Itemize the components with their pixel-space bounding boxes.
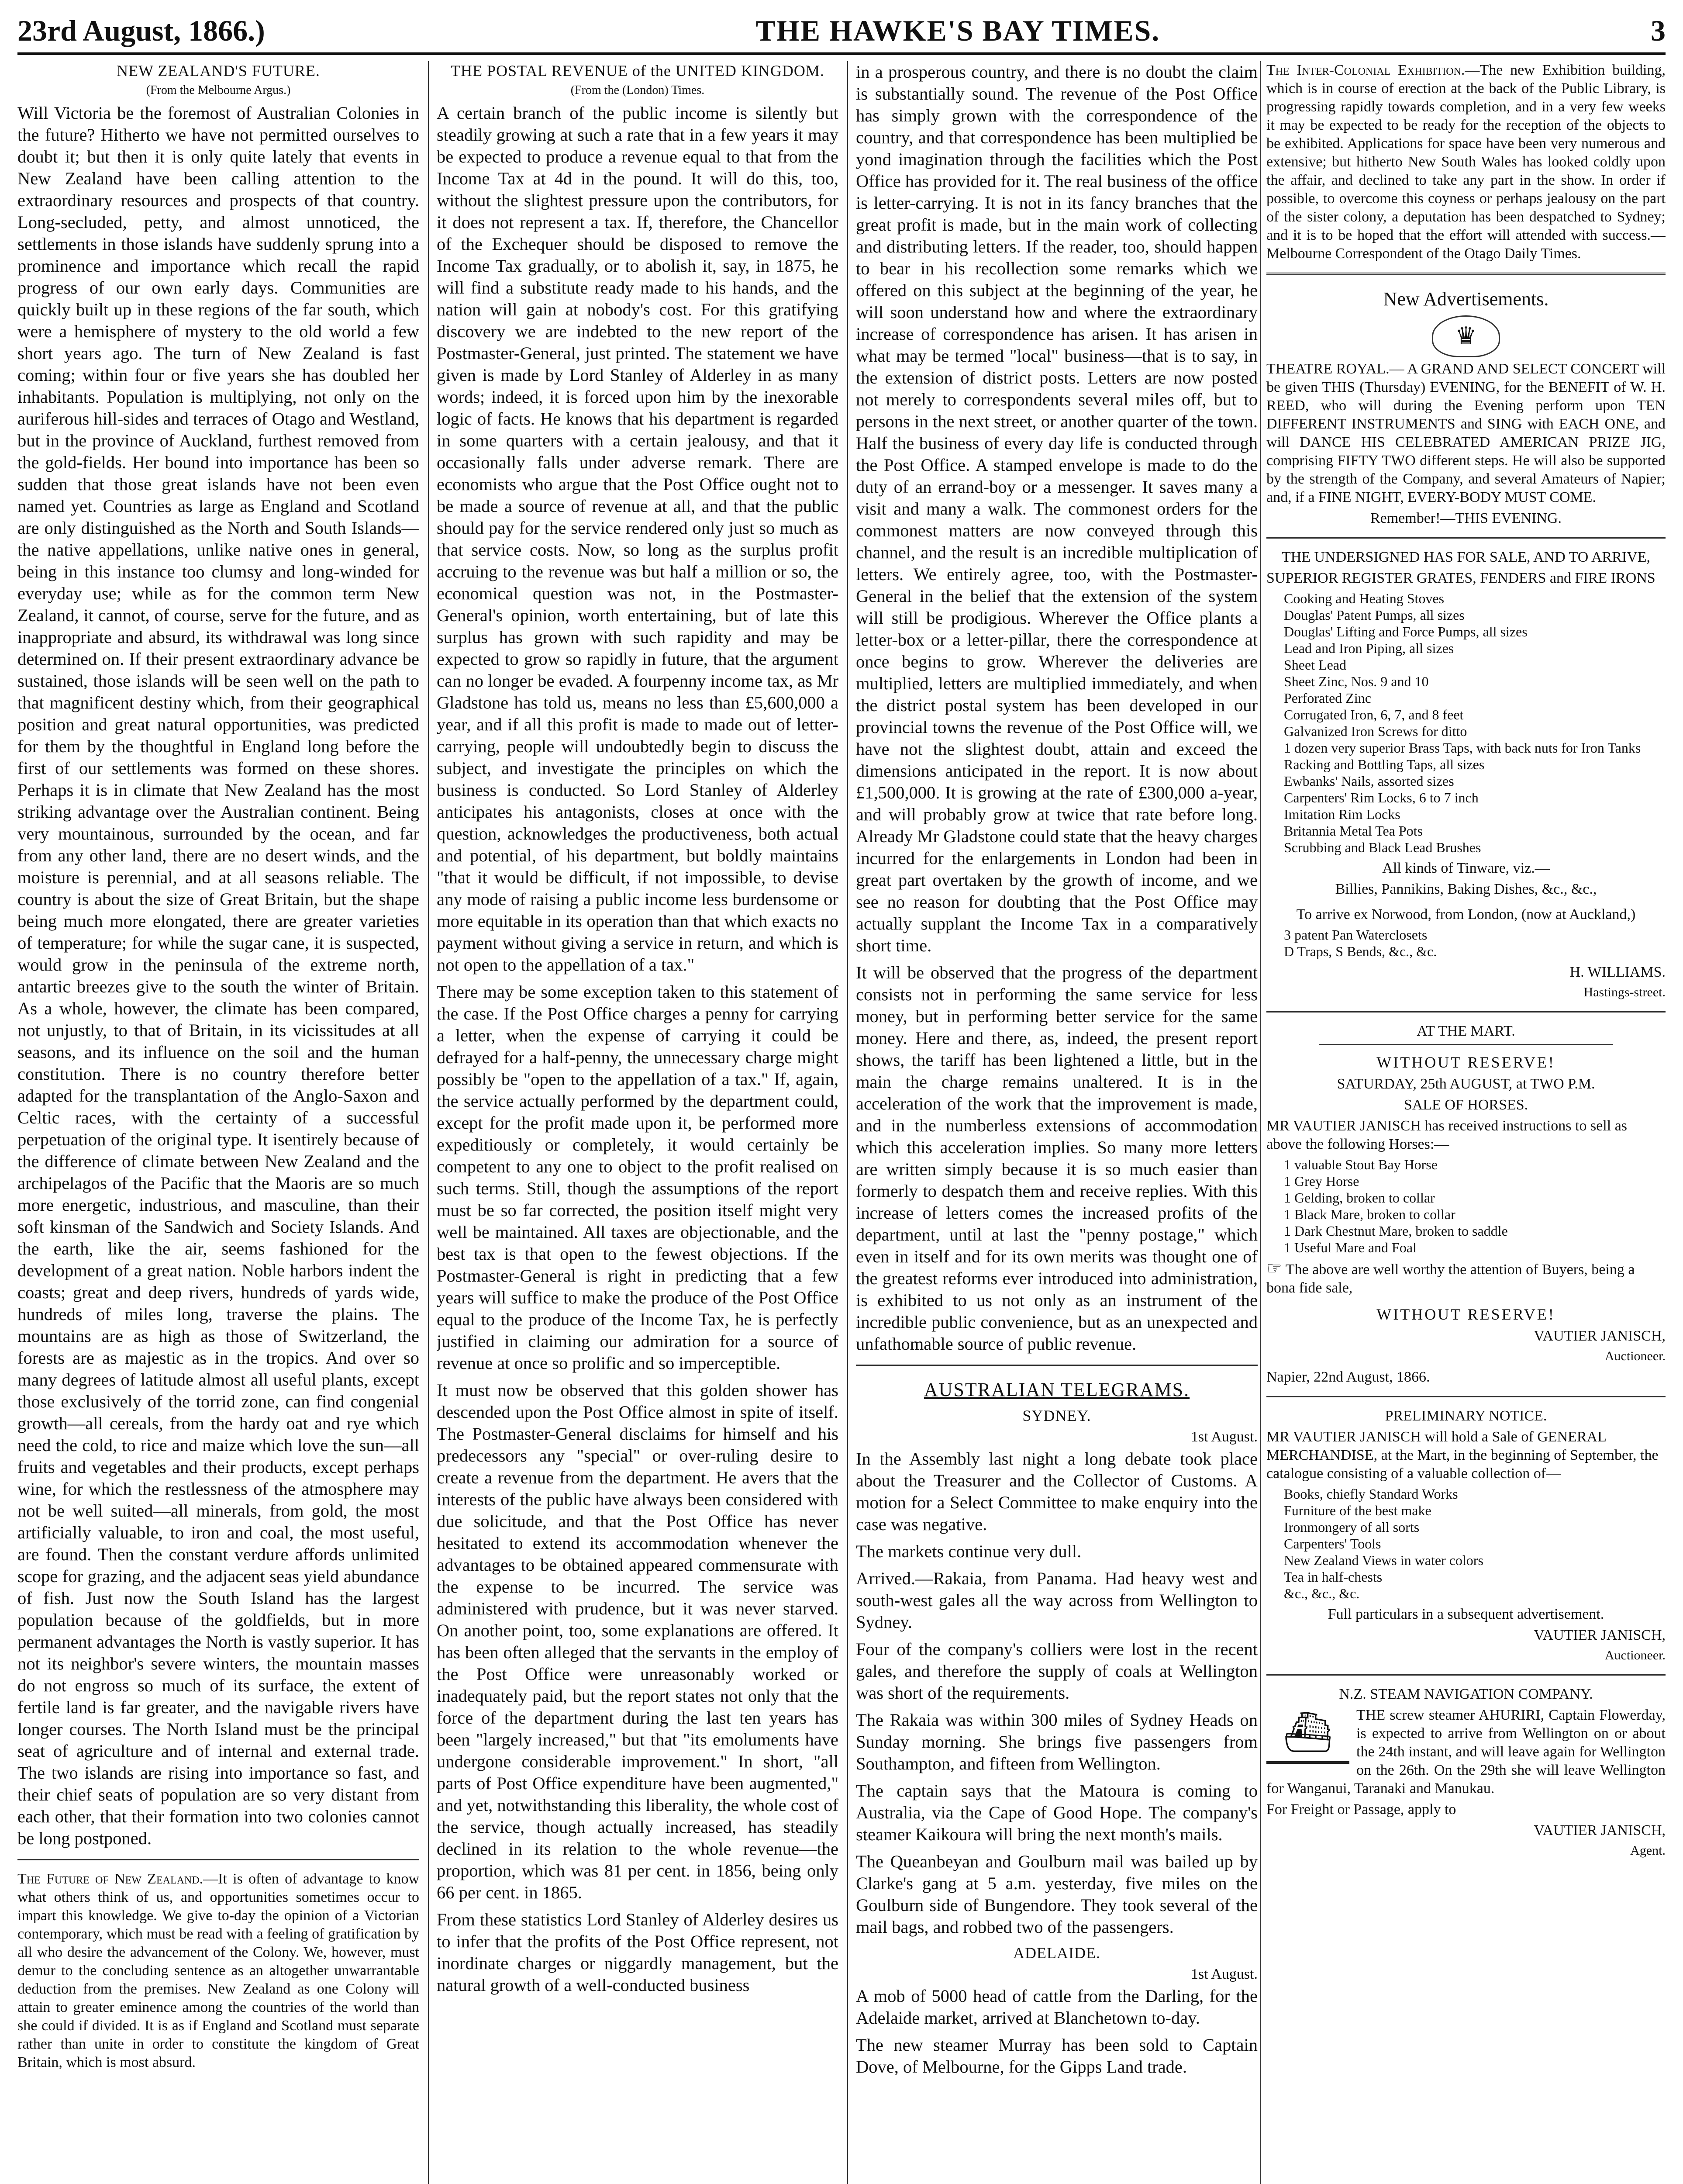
list-item: Tea in half-chests xyxy=(1284,1569,1383,1585)
article-headline: NEW ZEALAND'S FUTURE. xyxy=(117,62,320,79)
telegram-paragraph: A mob of 5000 head of cattle from the Darling, for the Adelaide market, arrived at Blanchetown to-day. xyxy=(856,1986,1258,2028)
sale-arrive-items xyxy=(1284,926,1666,960)
telegram-paragraph: The captain says that the Matoura is coming to Australia, via the Cape of Good Hope. The company's steamer Kaikoura will bring the next month's mails. xyxy=(856,1781,1258,1844)
columns xyxy=(17,61,1666,2184)
article-source: (From the (London) Times. xyxy=(570,83,705,97)
steamship-icon: ⛴ xyxy=(1266,1709,1349,1764)
article-paragraph: It will be observed that the progress of the department consists not in performing the same service for less money, but in performing better service for the same money. Here and there, as, indeed, the present report shows, the tariff has been lightened a little, but in the main the charge remains unaltered. It is in the acceleration of the work that the improvement is made, and in the numberless extensions of accommodation which this acceleration implies. So many more letters are written simply because it is so much easier than formerly to despatch them and receive replies. With this increase of letters comes the increased profits of the department, until at last the "penny postage," which even in itself and for its own merits was thought one of the greatest reforms ever introduced into administration, is exhibited to us not only as an instrument of the incredible public convenience, but as an unexpected and unfathomable source of public revenue. xyxy=(856,963,1258,1354)
theatre-ad: THEATRE ROYAL.— A GRAND AND SELECT CONCERT will be given THIS (Thursday) EVENING, for the BENEFIT of W. H. REED, who will during the Evening perform upon TEN DIFFERENT INSTRUMENTS and SING with EACH ONE, and will DANCE HIS CELEBRATED AMERICAN PRIZE JIG, comprising FIFTY TWO different steps. He will also be supported by the strength of the Company, and several Amateurs of Napier; and, if a FINE NIGHT, EVERY-BODY MUST COME. xyxy=(1266,361,1666,505)
mart-intro: MR VAUTIER JANISCH has received instructions to sell as above the following Horses:— xyxy=(1266,1118,1628,1152)
prelim-intro: MR VAUTIER JANISCH will hold a Sale of GENERAL MERCHANDISE, at the Mart, in the beginning of September, the catalogue consisting of a valuable collection of— xyxy=(1266,1429,1659,1482)
divider xyxy=(1266,537,1666,539)
divider xyxy=(1266,273,1666,275)
list-item: 1 Gelding, broken to collar xyxy=(1284,1190,1435,1206)
divider xyxy=(1266,1011,1666,1013)
telegram-paragraph: Four of the company's colliers were lost in the recent gales, and therefore the supply of coals at Wellington was short of the requirements. xyxy=(856,1639,1258,1703)
article-paragraph: It must now be observed that this golden shower has descended upon the Post Office almost in spite of itself. The Postmaster-General disclaims for himself and his predecessors any "special" or over-ruling desire to create a revenue from the department. He avers that the interests of the public have always been considered with due solicitude, and that the Post Office has never hesitated to extend its accommodation whenever the advantages to be obtained appeared commensurate with the expense to be incurred. The service was administered with prudence, but it was never starved. On another point, too, some explanations are offered. It has been often alleged that the servants in the employ of the Post Office were unreasonably worked or inadequately paid, but the report states not only that the force of the department during the last ten years has been "largely increased," but that "its emoluments have undergone considerable improvement." In short, "all parts of Post Office expenditure have been augmented," and yet, notwithstanding this liberality, the whole cost of the service, though actually increased, has steadily declined in its relation to the whole revenue—the proportion, which was 81 per cent. in 1856, being only 66 per cent. in 1865. xyxy=(437,1380,838,1902)
list-item: Lead and Iron Piping, all sizes xyxy=(1284,640,1454,656)
mart-items xyxy=(1284,1156,1666,1256)
prelim-role: Auctioneer. xyxy=(1604,1648,1666,1662)
sale-arrive: To arrive ex Norwood, from London, (now at Auckland,) xyxy=(1296,906,1636,923)
article-paragraph: in a prosperous country, and there is no doubt the claim is substantially sound. The revenue of the Post Office has simply grown with the correspondence of the country, and that correspondence has been multiplied be yond imagination through the facilities which the Post Office has provided for it. The real business of the office is letter-carrying. It is not in its fancy branches that the great profit is made, but in the main work of collecting and distributing letters. If the reader, too, should happen to bear in his recollection some remarks which we offered on this subject at the beginning of the year, he will soon understand how and where the extraordinary increase of correspondence has arisen. It has arisen in what may be termed "local" business—that is to say, in the extension of district posts. Letters are now posted not merely to correspondents several miles off, but to persons in the next street, or another quarter of the town. Half the business of every day life is conducted through the Post Office. A stamped envelope is made to do the duty of an errand-boy or a messenger. It saves many a visit and many a walk. The commonest orders for the commonest matters are now conveyed through this channel, and the result is an incredible multiplication of letters. We entirely agree, too, with the Postmaster-General in the belief that the extension of the system will still be prodigious. Wherever the Office plants a letter-box or a letter-pillar, there the correspondence at once begins to grow. Wherever the deliveries are multiplied, letters are multiplied immediately, and when the district postal system has been developed in our provincial towns the revenue of the Post Office will, we have not the slightest doubt, attain and exceed the dimensions anticipated in the report. It is now about £1,500,000. It is growing at the rate of £300,000 a-year, and will probably grow at twice that rate before long. Already Mr Gladstone could state that the heavy charges incurred for the enlargements in London had been in great part overtaken by the growth of income, and we see no reason for doubting that the Post Office may actually supplant the Income Tax in a comparatively short time. xyxy=(856,62,1258,955)
mart-note xyxy=(1266,1259,1666,1297)
telegram-paragraph: Arrived.—Rakaia, from Panama. Had heavy west and south-west gales all the way across from Wellington to Sydney. xyxy=(856,1569,1258,1632)
list-item: 1 dozen very superior Brass Taps, with back nuts for Iron Tanks xyxy=(1284,740,1641,756)
sale-signature: H. WILLIAMS. xyxy=(1569,964,1666,980)
column-rule xyxy=(1260,61,1261,2184)
list-item: Furniture of the best make xyxy=(1284,1503,1431,1518)
adelaide-date: 1st August. xyxy=(1190,1966,1258,1982)
list-item: D Traps, S Bends, &c., &c. xyxy=(1284,943,1437,959)
exhibition-text: —The new Exhibition building, which is in course of erection at the back of the Public Library, is progressing rapidly towards completion, and in a very few weeks it may be expected to be ready for the reception of the objects to be exhibited. Applications for space have been very numerous and extensive; but hitherto New South Wales has looked coldly upon the affair, and declined to take any part in the show. In order if possible, to overcome this coyness or perhaps jealousy on the part of the sister colony, a deputation has been despatched to Sydney; and it is to be hoped that the effort will attended with success.—Melbourne Correspondent of the Otago Daily Times. xyxy=(1266,62,1666,262)
masthead xyxy=(17,9,1666,55)
mart-signature: VAUTIER JANISCH, xyxy=(1534,1328,1666,1344)
mart-role: Auctioneer. xyxy=(1604,1349,1666,1363)
list-item: 1 valuable Stout Bay Horse xyxy=(1284,1157,1438,1172)
article-source: (From the Melbourne Argus.) xyxy=(146,83,291,97)
sydney-date: 1st August. xyxy=(1190,1429,1258,1445)
list-item: Carpenters' Tools xyxy=(1284,1536,1381,1552)
list-item: Sheet Zinc, Nos. 9 and 10 xyxy=(1284,674,1429,689)
sale-items xyxy=(1284,590,1666,856)
newspaper-title: THE HAWKE'S BAY TIMES. xyxy=(755,14,1160,47)
list-item: Books, chiefly Standard Works xyxy=(1284,1486,1458,1502)
mart-date: SATURDAY, 25th AUGUST, at TWO P.M. xyxy=(1337,1076,1595,1092)
list-item: Sheet Lead xyxy=(1284,657,1347,673)
telegram-paragraph: The Queanbeyan and Goulburn mail was bailed up by Clarke's gang at 5 a.m. yesterday, five miles on the Goulburn side of Bungendore. They took several of the mail bags, and robbed two of the passengers. xyxy=(856,1852,1258,1937)
list-item: &c., &c., &c. xyxy=(1284,1586,1360,1601)
list-item: Perforated Zinc xyxy=(1284,690,1371,706)
list-item: Douglas' Lifting and Force Pumps, all sizes xyxy=(1284,624,1528,639)
exhibition-heading: The Inter-Colonial Exhibition. xyxy=(1266,62,1465,78)
steam-heading: N.Z. STEAM NAVIGATION COMPANY. xyxy=(1339,1686,1593,1702)
telegram-paragraph: The markets continue very dull. xyxy=(856,1541,1082,1561)
new-advertisements-heading: New Advertisements. xyxy=(1383,288,1549,310)
steam-signature: VAUTIER JANISCH, xyxy=(1534,1822,1666,1838)
list-item: Ewbanks' Nails, assorted sizes xyxy=(1284,773,1454,789)
sale-intro: SUPERIOR REGISTER GRATES, FENDERS and FIRE IRONS xyxy=(1266,570,1655,586)
list-item: 1 Useful Mare and Foal xyxy=(1284,1240,1417,1255)
pointing-hand-icon: ☞ xyxy=(1266,1258,1282,1278)
list-item: Carpenters' Rim Locks, 6 to 7 inch xyxy=(1284,790,1479,805)
column-1 xyxy=(17,61,419,2184)
column-4 xyxy=(1266,61,1666,2184)
steam-role: Agent. xyxy=(1630,1843,1666,1858)
list-item: Britannia Metal Tea Pots xyxy=(1284,823,1423,839)
list-item: 3 patent Pan Waterclosets xyxy=(1284,927,1428,943)
sale-heading: THE UNDERSIGNED HAS FOR SALE, AND TO ARRIVE, xyxy=(1281,549,1651,565)
mart-note-text: The above are well worthy the attention of Buyers, being a bona fide sale, xyxy=(1266,1261,1635,1296)
note-heading: The Future of New Zealand. xyxy=(17,1871,203,1887)
prelim-footer: Full particulars in a subsequent advertisement. xyxy=(1328,1606,1604,1622)
list-item: 1 Black Mare, broken to collar xyxy=(1284,1206,1455,1222)
note-text: —It is often of advantage to know what others think of us, and opportunities sometimes occur to impart this knowledge. We give to-day the opinion of a Victorian contemporary, which must be read with a feeling of gratification by all who desire the advancement of the Colony. We, however, must demur to the concluding sentence as an altogether unwarrantable deduction from the premises. New Zealand as one Colony will attain to greater eminence among the countries of the world than she could if divided. It is as if England and Scotland must separate rather than unite in order to constitute the kingdom of Great Britain, which is most absurd. xyxy=(17,1871,419,2070)
column-rule xyxy=(428,61,429,2184)
mart-sale: SALE OF HORSES. xyxy=(1404,1097,1528,1113)
sale-address: Hastings-street. xyxy=(1583,985,1666,999)
mart-reserve-2: WITHOUT RESERVE! xyxy=(1376,1306,1555,1323)
page-number: 3 xyxy=(1651,14,1666,47)
column-3 xyxy=(856,61,1258,2184)
issue-date: 23rd August, 1866.) xyxy=(17,14,265,47)
adelaide-heading: ADELAIDE. xyxy=(1013,1944,1100,1962)
list-item: Racking and Bottling Taps, all sizes xyxy=(1284,757,1485,772)
telegrams-heading: AUSTRALIAN TELEGRAMS. xyxy=(924,1379,1190,1400)
prelim-items xyxy=(1284,1486,1666,1602)
theatre-remember: Remember!—THIS EVENING. xyxy=(1370,510,1562,526)
list-item: 1 Dark Chestnut Mare, broken to saddle xyxy=(1284,1223,1508,1239)
telegram-paragraph: The new steamer Murray has been sold to Captain Dove, of Melbourne, for the Gipps Land trade. xyxy=(856,2035,1258,2077)
list-item: Ironmongery of all sorts xyxy=(1284,1519,1420,1535)
royal-crest-icon: ♛ xyxy=(1432,315,1500,357)
exhibition-note xyxy=(1266,61,1666,263)
mart-reserve: WITHOUT RESERVE! xyxy=(1376,1054,1555,1071)
divider xyxy=(1266,1396,1666,1397)
column-rule xyxy=(847,61,848,2184)
sale-tinware-items: Billies, Pannikins, Baking Dishes, &c., &c., xyxy=(1335,881,1597,897)
telegram-paragraph: The Rakaia was within 300 miles of Sydney Heads on Sunday morning. She brings five passengers from Southampton, and fifteen from Wellington. xyxy=(856,1710,1258,1773)
list-item: Scrubbing and Black Lead Brushes xyxy=(1284,840,1481,855)
article-paragraph: From these statistics Lord Stanley of Alderley desires us to infer that the profits of the Post Office represent, not inordinate charges or niggardly management, but the natural growth of a well-conducted business xyxy=(437,1910,838,1995)
divider xyxy=(1319,1044,1613,1045)
list-item: Galvanized Iron Screws for ditto xyxy=(1284,723,1467,739)
list-item: Cooking and Heating Stoves xyxy=(1284,591,1445,606)
sydney-heading: SYDNEY. xyxy=(1022,1407,1091,1424)
list-item: Imitation Rim Locks xyxy=(1284,806,1400,822)
mart-place-date: Napier, 22nd August, 1866. xyxy=(1266,1369,1430,1385)
article-headline: THE POSTAL REVENUE of the UNITED KINGDOM. xyxy=(451,62,824,79)
editorial-note xyxy=(17,1870,419,2072)
article-paragraph: Will Victoria be the foremost of Australian Colonies in the future? Hitherto we have not permitted ourselves to doubt it; but then it is only quite lately that events in New Zealand have been calling attention to the extraordinary resources and prospects of that country. Long-secluded, petty, and almost unnoticed, the settlements in those islands have suddenly sprung into a prominence and importance which recall the rapid progress of our own early days. Communities are quickly built up in these regions of the far south, which were a hemisphere of mystery to the old world a few short years ago. The turn of New Zealand is fast coming; within four or five years she has doubled her inhabitants. Population is multiplying, not only on the auriferous hill-sides and terraces of Otago and Westland, but in the province of Auckland, furthest removed from the gold-fields. Her bound into importance has been so sudden that those great islands have not been even named yet. Countries as large as England and Scotland are only distinguished as the North and South Islands—the native appellations, unlike native ones in general, being in this instance too clumsy and long-winded for everyday use; while as for the common term New Zealand, it cannot, of course, serve for the future, and as inappropriate and absurd, its withdrawal was long since determined on. If their present extraordinary advance be sustained, those islands will be seen well on the path to that magnificent destiny which, from their geographical position and great natural opportunities, was predicted for them by the thoughtful in England long before the first of our settlements was formed on these shores. Perhaps it is in climate that New Zealand has the most striking advantage over the Australian continent. Being very mountainous, surrounded by the ocean, and far from any other land, there are no desert winds, and the moisture is perennial, and at all seasons reliable. The country is about the size of Great Britain, but the shape being much more elongated, there are greater varieties of temperature; for while the sugar cane, it is suspected, would grow in the peninsula of the extreme north, antartic breezes give to the south the winter of Britain. As a whole, however, the climate has been compared, not unjustly, to that of Britain, in its vicissitudes at all seasons, and its influence on the soil and the human constitution. There is no country therefore better adapted for the transplantation of the Anglo-Saxon and Celtic races, with the certainty of a successful perpetuation of the original type. It isentirely because of the difference of climate between New Zealand and the archipelagos of the Pacific that the Maoris are so much more energetic, industrious, and masculine, than their soft kinsman of the Sandwich and Society Islands. And the earth, like the air, seems fashioned for the development of a great nation. Noble harbors indent the coasts; great and deep rivers, hundreds of yards wide, hundreds of miles long, traverse the plains. The mountains are as high as those of Switzerland, the forests are as majestic as in the tropics. And over so many degrees of latitude almost all useful plants, except those exclusively of the torrid zone, can find congenial growth—all cereals, from the hardy oat and rye which need the cold, to rice and maize which love the sun—all fruits and vegetables and their products, except perhaps wine, for which the restlessness of the atmosphere may not be well suited—all minerals, from gold, the most artificially valuable, to iron and coal, the most useful, are found. Then the constant verdure affords unlimited scope for grazing, and the adjacent seas yield abundance of fish. Just now the South Island has the largest population because of the goldfields, but in more permanent advantages the North is vastly superior. It has not its neighbor's severe winters, the mountain masses do not engross so much of its surface, the extent of fertile land is far greater, and the navigable rivers have longer courses. The North Island must be the principal seat of agriculture and of internal and external trade. The two islands are rising into importance so fast, and their chief seats of population are so very distant from each other, that their formation into two colonies cannot be long postponed. xyxy=(17,103,419,1848)
list-item: Corrugated Iron, 6, 7, and 8 feet xyxy=(1284,707,1464,722)
divider xyxy=(856,1365,1258,1366)
steam-text: THE screw steamer AHURIRI, Captain Flowerday, is expected to arrive from Wellington on or about the 24th instant, and will leave again for Wellington on the 26th. On the 29th she will leave Wellington for Wanganui, Taranaki and Manukau. xyxy=(1266,1707,1666,1797)
divider xyxy=(17,1859,419,1860)
column-2 xyxy=(437,61,838,2184)
telegram-paragraph: In the Assembly last night a long debate took place about the Treasurer and the Collector of Customs. A motion for a Select Committee to make enquiry into the case was negative. xyxy=(856,1449,1258,1534)
mart-heading: AT THE MART. xyxy=(1417,1023,1515,1039)
list-item: 1 Grey Horse xyxy=(1284,1173,1359,1189)
article-paragraph: A certain branch of the public income is silently but steadily growing at such a rate that in a few years it may be expected to produce a revenue equal to that from the Income Tax at 4d in the pound. It will do this, too, without the slightest pressure upon the contributors, for it does not represent a tax. If, therefore, the Chancellor of the Exchequer should be disposed to remove the Income Tax gradually, or to abolish it, say, in 1875, he will find a substitute ready made to his hands, and the nation will gain at nobody's cost. For this gratifying discovery we are indebted to the new report of the Postmaster-General, just printed. The statement we have given is made by Lord Stanley of Alderley in as many words; indeed, it is forced upon him by the inexorable logic of facts. He knows that his department is regarded in some quarters with a certain jealousy, and that it occasionally falls under adverse remark. There are economists who argue that the Post Office ought not to be made a source of revenue at all, and that the public should pay for the service rendered only just so much as that service costs. Now, so long as the surplus profit accruing to the revenue was but half a million or so, the economical question was not, in the Postmaster-General's opinion, worth entertaining, but of late this surplus has grown with such rapidity and may be expected to grow so rapidly in future, that the argument can no longer be evaded. A fourpenny income tax, as Mr Gladstone has told us, means no less than £5,600,000 a year, and if all this profit is made to made out of letter-carrying, people will undoubtedly begin to discuss the subject, and investigate the principles on which the business is conducted. So Lord Stanley of Alderley anticipates his antagonists, closes at once with the question, acknowledges the productiveness, both actual and potential, of his department, but boldly maintains "that it would be difficult, if not impossible, to devise any mode of raising a public income less burdensome or more equitable in its operation than that which exacts no payment without giving a service in return, and which is not open to the appellation of a tax." xyxy=(437,103,838,975)
article-paragraph: There may be some exception taken to this statement of the case. If the Post Office charges a penny for carrying a letter, when the expense of carrying it could be defrayed for a half-penny, the unnecessary charge might possibly be "open to the appellation of a tax." If, again, the service actually performed by the department could, except for the profit made upon it, be performed more expeditiously or completely, it would certainly be competent to any one to object to the profit realised on such terms. Still, though the assumptions of the report must be so far corrected, the position itself might very well be maintained. All taxes are objectionable, and the best tax is that open to the fewest objections. If the Postmaster-General is right in predicting that a few years will suffice to make the produce of the Post Office equal to the produce of the Income Tax, he is perfectly justified in claiming our admiration for a source of revenue at once so prolific and so imperceptible. xyxy=(437,982,838,1373)
list-item: Douglas' Patent Pumps, all sizes xyxy=(1284,607,1465,623)
divider xyxy=(1266,1674,1666,1676)
sale-tinware: All kinds of Tinware, viz.— xyxy=(1382,860,1550,876)
steam-contact: For Freight or Passage, apply to xyxy=(1266,1801,1456,1818)
prelim-signature: VAUTIER JANISCH, xyxy=(1534,1627,1666,1643)
list-item: New Zealand Views in water colors xyxy=(1284,1552,1483,1568)
prelim-heading: PRELIMINARY NOTICE. xyxy=(1385,1408,1547,1424)
